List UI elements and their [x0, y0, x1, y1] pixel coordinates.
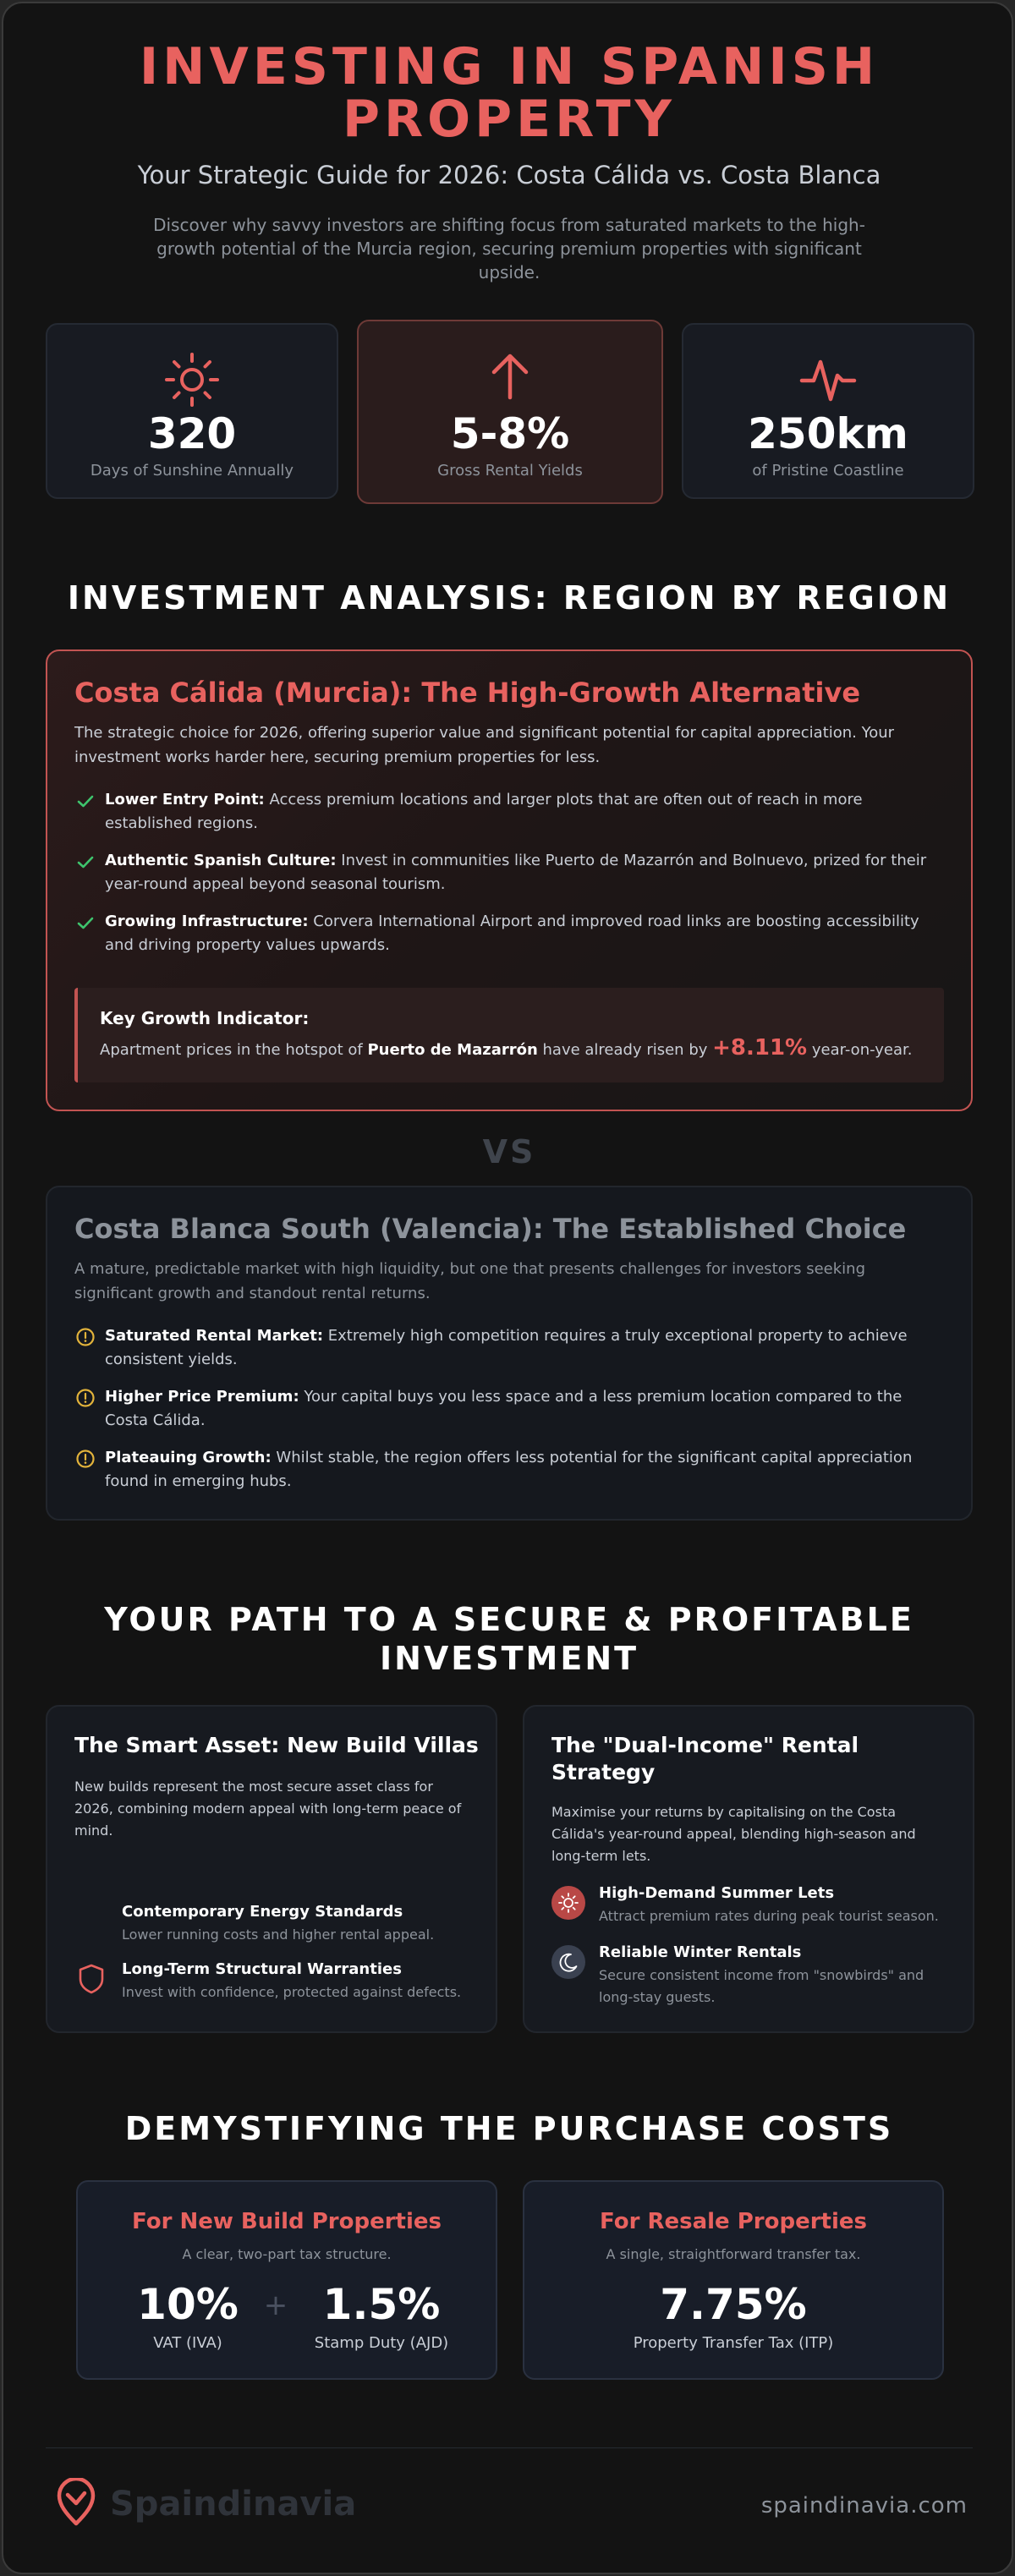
- feature-summer-lets: [599, 1884, 954, 1927]
- check-icon: [74, 912, 96, 934]
- valencia-intro: A mature, predictable market with high liquidity, but one that presents challenges for investors seeking significant growth and standout rental returns.: [74, 1260, 866, 1302]
- stat-card-sunshine: [46, 323, 338, 499]
- hero-title-line-2: PROPERTY: [342, 90, 677, 149]
- indicator-place: Puerto de Mazarrón: [367, 1041, 538, 1059]
- dual-income-title-line-2: Strategy: [551, 1760, 656, 1784]
- valencia-title: Costa Blanca South (Valencia): The Established Choice: [74, 1213, 907, 1245]
- point-text: Extremely high competition requires a truly exceptional property to achieve consistent yields.: [105, 1327, 908, 1368]
- warning-icon: [74, 1448, 96, 1470]
- murcia-intro: The strategic choice for 2026, offering superior value and significant potential for capital appreciation. Your investment works harder here, securing premium properties for less.: [74, 724, 895, 766]
- point-bold: Saturated Rental Market:: [105, 1327, 324, 1345]
- dual-income-card: [523, 1705, 974, 2033]
- stat-label: Days of Sunshine Annually: [90, 462, 294, 480]
- murcia-point: [74, 910, 946, 957]
- footer-divider: [46, 2447, 973, 2448]
- shield-icon: [76, 1962, 107, 1996]
- point-bold: Lower Entry Point:: [105, 791, 265, 808]
- dual-income-desc: Maximise your returns by capitalising on the Costa Cálida's year-round appeal, blending high-season and long-term lets.: [551, 1804, 916, 1864]
- path-heading-line-2: INVESTMENT: [379, 1640, 639, 1677]
- feature-title: High-Demand Summer Lets: [599, 1884, 835, 1902]
- feature-desc: Attract premium rates during peak tourist season.: [599, 1908, 939, 1924]
- point-text: Access premium locations and larger plots that are often out of reach in more established regions.: [105, 791, 863, 832]
- vat-label: VAT (IVA): [153, 2334, 222, 2352]
- indicator-text-before: Apartment prices in the hotspot of: [100, 1041, 368, 1059]
- smart-asset-desc: New builds represent the most secure asset class for 2026, combining modern appeal with long-term peace of mind.: [74, 1779, 462, 1839]
- hero-title-line-1: INVESTING IN SPANISH: [139, 37, 880, 96]
- stat-value: 320: [147, 409, 237, 458]
- arrow-up-icon: [480, 347, 540, 406]
- hero-title: [3, 37, 1013, 149]
- check-icon: [74, 790, 96, 812]
- vs-divider: VS: [482, 1133, 536, 1170]
- ajd-value: 1.5%: [322, 2280, 441, 2329]
- costs-heading: DEMYSTIFYING THE PURCHASE COSTS: [124, 2110, 894, 2147]
- murcia-point: [74, 849, 946, 896]
- indicator-percent: +8.11%: [712, 1035, 808, 1061]
- smart-asset-card: [46, 1705, 497, 2033]
- murcia-title: Costa Cálida (Murcia): The High-Growth Alternative: [74, 677, 861, 709]
- footer-website-link[interactable]: spaindinavia.com: [760, 2493, 968, 2518]
- stat-value: 250km: [748, 409, 908, 458]
- new-build-cost-card: [76, 2180, 497, 2380]
- pulse-icon: [798, 350, 858, 409]
- indicator-text-after: year-on-year.: [807, 1041, 913, 1059]
- new-build-title: For New Build Properties: [132, 2209, 442, 2234]
- key-growth-indicator: [74, 988, 944, 1082]
- sun-badge: [551, 1886, 585, 1920]
- dual-income-title: [551, 1732, 957, 1786]
- feature-winter-rentals: [599, 1943, 954, 2009]
- ajd-label: Stamp Duty (AJD): [314, 2334, 449, 2352]
- point-text: Whilst stable, the region offers less potential for the significant capital appreciation found in emerging hubs.: [105, 1449, 913, 1490]
- hero-description: Discover why savvy investors are shifting focus from saturated markets to the high-growth potential of the Murcia region, securing premium properties with significant upside.: [153, 215, 865, 282]
- point-text: Corvera International Airport and improved road links are boosting accessibility and driving property values upwards.: [105, 913, 919, 954]
- indicator-label: Key Growth Indicator:: [100, 1008, 310, 1028]
- resale-cost-card: [523, 2180, 944, 2380]
- murcia-card: [46, 649, 973, 1111]
- point-bold: Growing Infrastructure:: [105, 913, 309, 930]
- analysis-heading: INVESTMENT ANALYSIS: REGION BY REGION: [67, 579, 952, 617]
- point-text: Your capital buys you less space and a less premium location compared to the Costa Cálida.: [105, 1388, 903, 1429]
- stat-label: Gross Rental Yields: [437, 462, 583, 480]
- warning-icon: [74, 1387, 96, 1409]
- valencia-card: [46, 1186, 973, 1521]
- new-build-subtitle: A clear, two-part tax structure.: [182, 2246, 392, 2262]
- feature-title: Long-Term Structural Warranties: [122, 1960, 402, 1978]
- valencia-point: [74, 1446, 946, 1494]
- feature-desc: Secure consistent income from "snowbirds" and long-stay guests.: [599, 1967, 924, 2005]
- feature-warranty: [122, 1960, 477, 2003]
- sun-icon: [162, 350, 222, 409]
- feature-title: Reliable Winter Rentals: [599, 1943, 802, 1961]
- footer-brand: Spaindinavia: [110, 2485, 357, 2524]
- path-heading-line-1: YOUR PATH TO A SECURE & PROFITABLE: [104, 1601, 914, 1638]
- itp-value: 7.75%: [660, 2280, 807, 2329]
- sun-icon: [551, 1886, 585, 1920]
- feature-desc: Invest with confidence, protected against defects.: [122, 1984, 462, 2000]
- resale-subtitle: A single, straightforward transfer tax.: [606, 2246, 861, 2262]
- itp-label: Property Transfer Tax (ITP): [633, 2334, 834, 2352]
- moon-badge: [551, 1945, 585, 1979]
- path-heading: [3, 1600, 1013, 1678]
- dual-income-title-line-1: The "Dual-Income" Rental: [551, 1733, 859, 1757]
- stat-label: of Pristine Coastline: [752, 462, 904, 480]
- murcia-point: [74, 788, 946, 836]
- feature-title: Contemporary Energy Standards: [122, 1903, 403, 1921]
- valencia-point: [74, 1324, 946, 1372]
- plus-sign: +: [263, 2288, 288, 2322]
- vat-value: 10%: [137, 2280, 239, 2329]
- feature-desc: Lower running costs and higher rental appeal.: [122, 1927, 435, 1943]
- infographic: [2, 2, 1013, 2574]
- indicator-text: [100, 1035, 913, 1061]
- valencia-point: [74, 1385, 946, 1433]
- moon-icon: [551, 1945, 585, 1979]
- check-icon: [74, 851, 96, 873]
- hero-subtitle: Your Strategic Guide for 2026: Costa Cálida vs. Costa Blanca: [137, 161, 881, 189]
- point-text: Invest in communities like Puerto de Mazarrón and Bolnuevo, prized for their year-round appeal beyond seasonal tourism.: [105, 852, 927, 893]
- feature-energy: [122, 1903, 477, 1946]
- spaindinavia-logo-icon: [54, 2478, 98, 2527]
- warning-icon: [74, 1326, 96, 1348]
- stat-card-coastline: [682, 323, 974, 499]
- point-bold: Authentic Spanish Culture:: [105, 852, 337, 869]
- smart-asset-title: The Smart Asset: New Build Villas: [74, 1733, 479, 1757]
- resale-title: For Resale Properties: [600, 2209, 867, 2234]
- point-bold: Higher Price Premium:: [105, 1388, 299, 1406]
- stat-card-yields: [357, 320, 663, 504]
- point-bold: Plateauing Growth:: [105, 1449, 272, 1466]
- indicator-text-mid: have already risen by: [537, 1041, 713, 1059]
- stat-value: 5-8%: [450, 409, 570, 458]
